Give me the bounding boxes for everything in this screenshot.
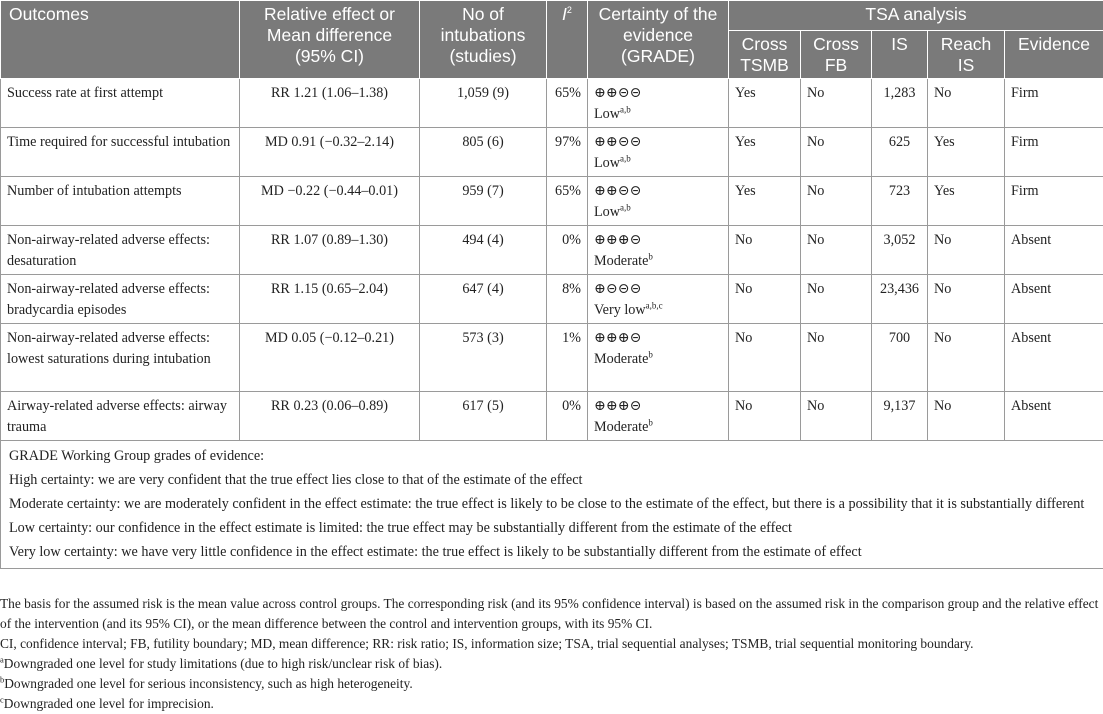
cell-n: 647 (4): [420, 275, 547, 324]
footnote-c-text: Downgraded one level for imprecision.: [3, 696, 214, 711]
cell-reach-is: No: [928, 226, 1005, 275]
cell-cross-tsmb: No: [729, 324, 801, 392]
cell-i2: 65%: [547, 177, 588, 226]
cell-n: 573 (3): [420, 324, 547, 392]
cell-certainty: [588, 392, 729, 441]
cell-certainty: [588, 226, 729, 275]
cell-outcome: Non-airway-related adverse effects: lowest saturations during intubation: [1, 324, 240, 392]
cell-n: 494 (4): [420, 226, 547, 275]
cell-n: 805 (6): [420, 128, 547, 177]
cell-evidence: Firm: [1005, 128, 1103, 177]
footnote-a-mark: a: [0, 654, 4, 665]
cell-evidence: Absent: [1005, 324, 1103, 392]
cell-is: 1,283: [872, 79, 928, 128]
cell-certainty: [588, 324, 729, 392]
cell-i2: 1%: [547, 324, 588, 392]
cell-certainty: [588, 275, 729, 324]
cell-cross-tsmb: No: [729, 275, 801, 324]
cell-cross-tsmb: Yes: [729, 79, 801, 128]
grade-legend-row: [1, 441, 1103, 569]
cell-outcome: Airway-related adverse effects: airway trauma: [1, 392, 240, 441]
cell-i2: 8%: [547, 275, 588, 324]
i2-letter: I: [562, 4, 567, 24]
cell-effect: RR 1.21 (1.06–1.38): [240, 79, 420, 128]
cell-certainty: [588, 128, 729, 177]
grade-symbols: ⊕⊕⊝⊝: [594, 134, 642, 150]
grade-symbols: ⊕⊝⊝⊝: [594, 281, 642, 297]
cell-i2: 0%: [547, 392, 588, 441]
grade-symbols: ⊕⊕⊝⊝: [594, 85, 642, 101]
cell-outcome: Time required for successful intubation: [1, 128, 240, 177]
table-row: [1, 324, 1103, 392]
cell-effect: MD 0.05 (−0.12–0.21): [240, 324, 420, 392]
table-row: [1, 128, 1103, 177]
header-cross-fb: Cross FB: [801, 31, 872, 79]
cell-cross-fb: No: [801, 177, 872, 226]
cell-n: 1,059 (9): [420, 79, 547, 128]
grade-label: Moderate: [594, 253, 649, 269]
footnote-a: [0, 654, 1100, 674]
table-row: [1, 392, 1103, 441]
cell-cross-fb: No: [801, 128, 872, 177]
grade-label: Low: [594, 155, 621, 171]
header-is: IS: [872, 31, 928, 79]
header-evidence: Evidence: [1005, 31, 1103, 79]
legend-moderate: Moderate certainty: we are moderately confident in the effect estimate: the true effect is likely to be close to the estimate of the effect, but there is a possibility that it is substantially different: [9, 496, 1085, 512]
cell-is: 700: [872, 324, 928, 392]
grade-symbols: ⊕⊕⊕⊝: [594, 330, 642, 346]
grade-label: Low: [594, 204, 621, 220]
cell-reach-is: No: [928, 324, 1005, 392]
cell-cross-fb: No: [801, 275, 872, 324]
grade-label: Moderate: [594, 419, 649, 435]
cell-i2: 97%: [547, 128, 588, 177]
footnote-c: [0, 694, 1100, 714]
cell-n: 617 (5): [420, 392, 547, 441]
footnote-basis: The basis for the assumed risk is the mean value across control groups. The corresponding risk (and its 95% confidence interval) is based on the assumed risk in the comparison group and the relative effect of the intervention (and its 95% CI), or the mean difference between the control and intervention groups, with its 95% CI.: [0, 596, 1099, 631]
cell-cross-fb: No: [801, 324, 872, 392]
cell-cross-fb: No: [801, 392, 872, 441]
cell-n: 959 (7): [420, 177, 547, 226]
cell-evidence: Firm: [1005, 79, 1103, 128]
grade-footnote-mark: a,b,c: [645, 300, 663, 311]
cell-effect: RR 1.15 (0.65–2.04): [240, 275, 420, 324]
cell-cross-fb: No: [801, 79, 872, 128]
grade-footnote-mark: b: [648, 417, 653, 428]
grade-label: Very low: [594, 302, 646, 318]
legend-low: Low certainty: our confidence in the effect estimate is limited: the true effect may be substantially different from the estimate of the effect: [9, 520, 792, 536]
header-n: No of intubations (studies): [420, 1, 547, 79]
legend-title: GRADE Working Group grades of evidence:: [9, 448, 265, 464]
legend-very-low: Very low certainty: we have very little confidence in the effect estimate: the true effect is likely to be substantially different from the estimate of effect: [9, 544, 862, 560]
cell-effect: MD 0.91 (−0.32–2.14): [240, 128, 420, 177]
cell-evidence: Absent: [1005, 275, 1103, 324]
cell-effect: RR 1.07 (0.89–1.30): [240, 226, 420, 275]
table-header: [1, 1, 1103, 79]
cell-cross-tsmb: Yes: [729, 128, 801, 177]
cell-reach-is: No: [928, 275, 1005, 324]
footnote-c-mark: c: [0, 694, 4, 705]
cell-reach-is: Yes: [928, 177, 1005, 226]
cell-effect: MD −0.22 (−0.44–0.01): [240, 177, 420, 226]
legend-high: High certainty: we are very confident that the true effect lies close to that of the estimate of the effect: [9, 472, 583, 488]
cell-is: 723: [872, 177, 928, 226]
header-tsa-group: TSA analysis: [729, 1, 1103, 31]
table-row: [1, 79, 1103, 128]
i2-power: 2: [566, 5, 572, 16]
grade-symbols: ⊕⊕⊕⊝: [594, 398, 642, 414]
cell-reach-is: No: [928, 79, 1005, 128]
grade-footnote-mark: b: [648, 349, 653, 360]
table-row: [1, 226, 1103, 275]
cell-effect: RR 0.23 (0.06–0.89): [240, 392, 420, 441]
grade-label: Moderate: [594, 351, 649, 367]
grade-footnote-mark: a,b: [620, 153, 631, 164]
cell-outcome: Non-airway-related adverse effects: bradycardia episodes: [1, 275, 240, 324]
header-effect: Relative effect or Mean difference (95% CI): [240, 1, 420, 79]
grade-label: Low: [594, 106, 621, 122]
cell-outcome: Non-airway-related adverse effects: desaturation: [1, 226, 240, 275]
cell-cross-tsmb: Yes: [729, 177, 801, 226]
cell-is: 625: [872, 128, 928, 177]
cell-outcome: Success rate at first attempt: [1, 79, 240, 128]
cell-certainty: [588, 177, 729, 226]
cell-reach-is: No: [928, 392, 1005, 441]
footnote-a-text: Downgraded one level for study limitations (due to high risk/unclear risk of bias).: [3, 656, 443, 671]
table-footnotes: [0, 594, 1100, 714]
table-row: [1, 275, 1103, 324]
header-certainty: Certainty of the evidence (GRADE): [588, 1, 729, 79]
cell-cross-tsmb: No: [729, 226, 801, 275]
grade-footnote-mark: a,b: [620, 202, 631, 213]
cell-cross-tsmb: No: [729, 392, 801, 441]
cell-i2: 65%: [547, 79, 588, 128]
grade-symbols: ⊕⊕⊕⊝: [594, 232, 642, 248]
cell-evidence: Absent: [1005, 226, 1103, 275]
cell-i2: 0%: [547, 226, 588, 275]
footnote-b: [0, 674, 1100, 694]
cell-reach-is: Yes: [928, 128, 1005, 177]
cell-outcome: Number of intubation attempts: [1, 177, 240, 226]
cell-is: 9,137: [872, 392, 928, 441]
footnote-abbreviations: CI, confidence interval; FB, futility boundary; MD, mean difference; RR: risk ratio; IS, information size; TSA, trial sequential analyses; TSMB, trial sequential monitoring boundary.: [0, 636, 974, 651]
header-outcomes: Outcomes: [1, 1, 240, 79]
header-i2: [547, 1, 588, 79]
grade-footnote-mark: b: [648, 251, 653, 262]
grade-symbols: ⊕⊕⊝⊝: [594, 183, 642, 199]
grade-legend: [1, 441, 1103, 569]
cell-is: 3,052: [872, 226, 928, 275]
footnote-b-text: Downgraded one level for serious inconsistency, such as high heterogeneity.: [4, 676, 413, 691]
cell-evidence: Firm: [1005, 177, 1103, 226]
cell-certainty: [588, 79, 729, 128]
header-cross-tsmb: Cross TSMB: [729, 31, 801, 79]
cell-is: 23,436: [872, 275, 928, 324]
table-row: [1, 177, 1103, 226]
grade-footnote-mark: a,b: [620, 104, 631, 115]
cell-cross-fb: No: [801, 226, 872, 275]
footnote-b-mark: b: [0, 674, 5, 685]
cell-evidence: Absent: [1005, 392, 1103, 441]
header-reach-is: Reach IS: [928, 31, 1005, 79]
